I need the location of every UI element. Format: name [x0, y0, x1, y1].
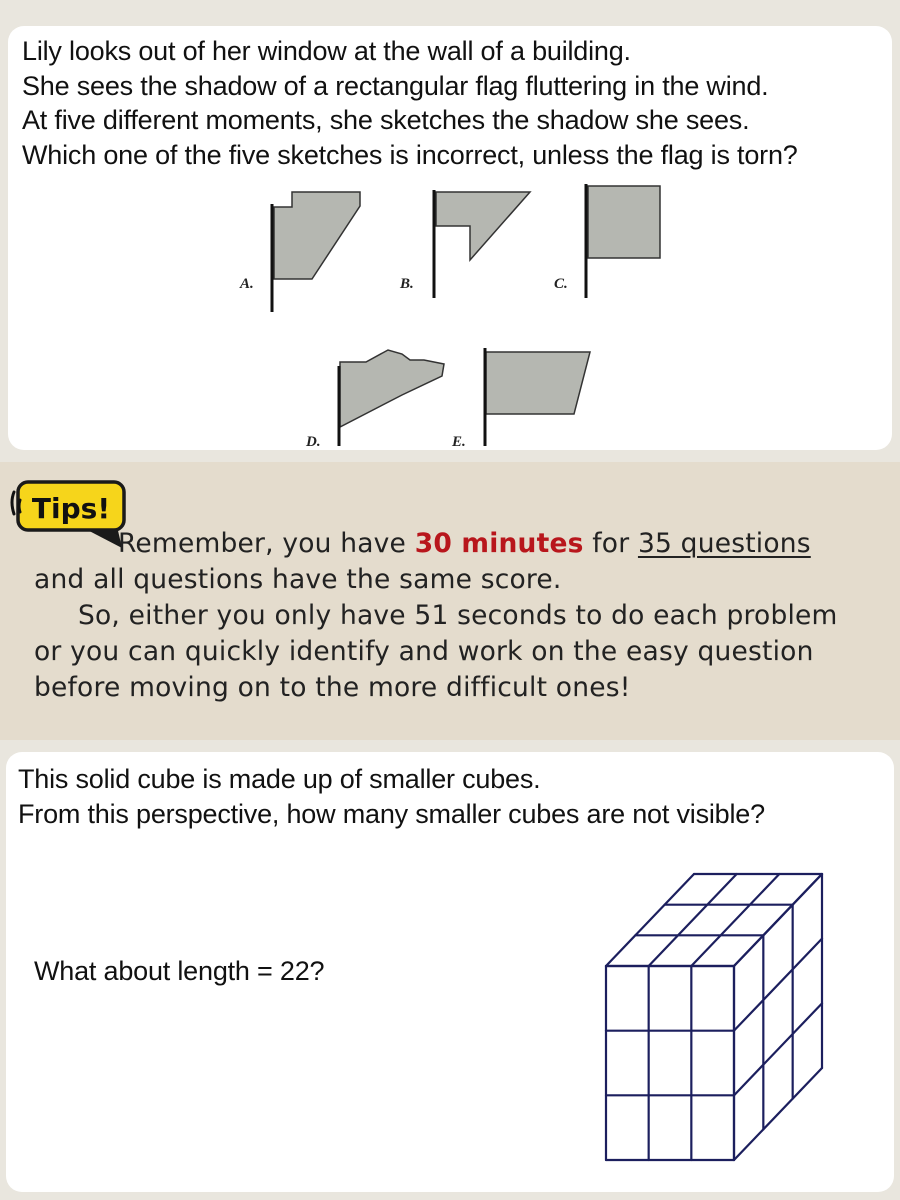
flag-question-line: At five different moments, she sketches the shadow she sees.: [22, 105, 750, 135]
option-label-d: D.: [306, 434, 321, 446]
cube-figure: [598, 870, 858, 1190]
tips-section: [0, 462, 900, 740]
sketch-d: [305, 350, 444, 446]
question-count-underlined: 35 questions: [637, 528, 811, 559]
cube-grid-line: [691, 874, 779, 966]
cube-question-line: This solid cube is made up of smaller cubes.: [18, 764, 541, 794]
flag-question-line: She sees the shadow of a rectangular flag fluttering in the wind.: [22, 70, 769, 101]
option-label-b: B.: [400, 276, 414, 292]
tips-line-2: and all questions have the same score.: [34, 564, 562, 595]
cube-grid-line: [606, 874, 694, 966]
tips-line-1-mid: for: [583, 528, 638, 559]
cube-question-text: [18, 762, 765, 831]
sketch-e: [451, 348, 590, 446]
tips-badge-label: Tips!: [31, 492, 111, 525]
sketch-b: [399, 190, 530, 298]
flag-sketches-figure: [234, 182, 694, 446]
tips-line-1: [118, 528, 811, 559]
cube-question-card: [6, 752, 894, 1192]
time-limit-highlight: 30 minutes: [414, 528, 584, 559]
option-label-c: C.: [554, 276, 568, 292]
option-label-a: A.: [240, 276, 254, 292]
flag-question-card: [8, 26, 892, 450]
tips-line-4: or you can quickly identify and work on the easy question: [34, 636, 814, 667]
tips-line-3: So, either you only have 51 seconds to do each problem: [78, 600, 838, 631]
flag-question-text: [22, 34, 798, 172]
cube-followup-question: What about length = 22?: [34, 956, 325, 986]
sketch-a: [239, 192, 360, 312]
flag-question-line: Which one of the five sketches is incorrect, unless the flag is torn?: [22, 139, 798, 170]
cube-grid-line: [649, 874, 737, 966]
sketch-c: [554, 184, 660, 298]
tips-line-1-start: Remember, you have: [118, 528, 415, 559]
option-label-e: E.: [452, 434, 466, 446]
tips-line-5: before moving on to the more difficult ones!: [34, 672, 631, 703]
flag-question-line: Lily looks out of her window at the wall of a building.: [22, 36, 631, 66]
cube-question-line: From this perspective, how many smaller cubes are not visible?: [18, 798, 765, 829]
